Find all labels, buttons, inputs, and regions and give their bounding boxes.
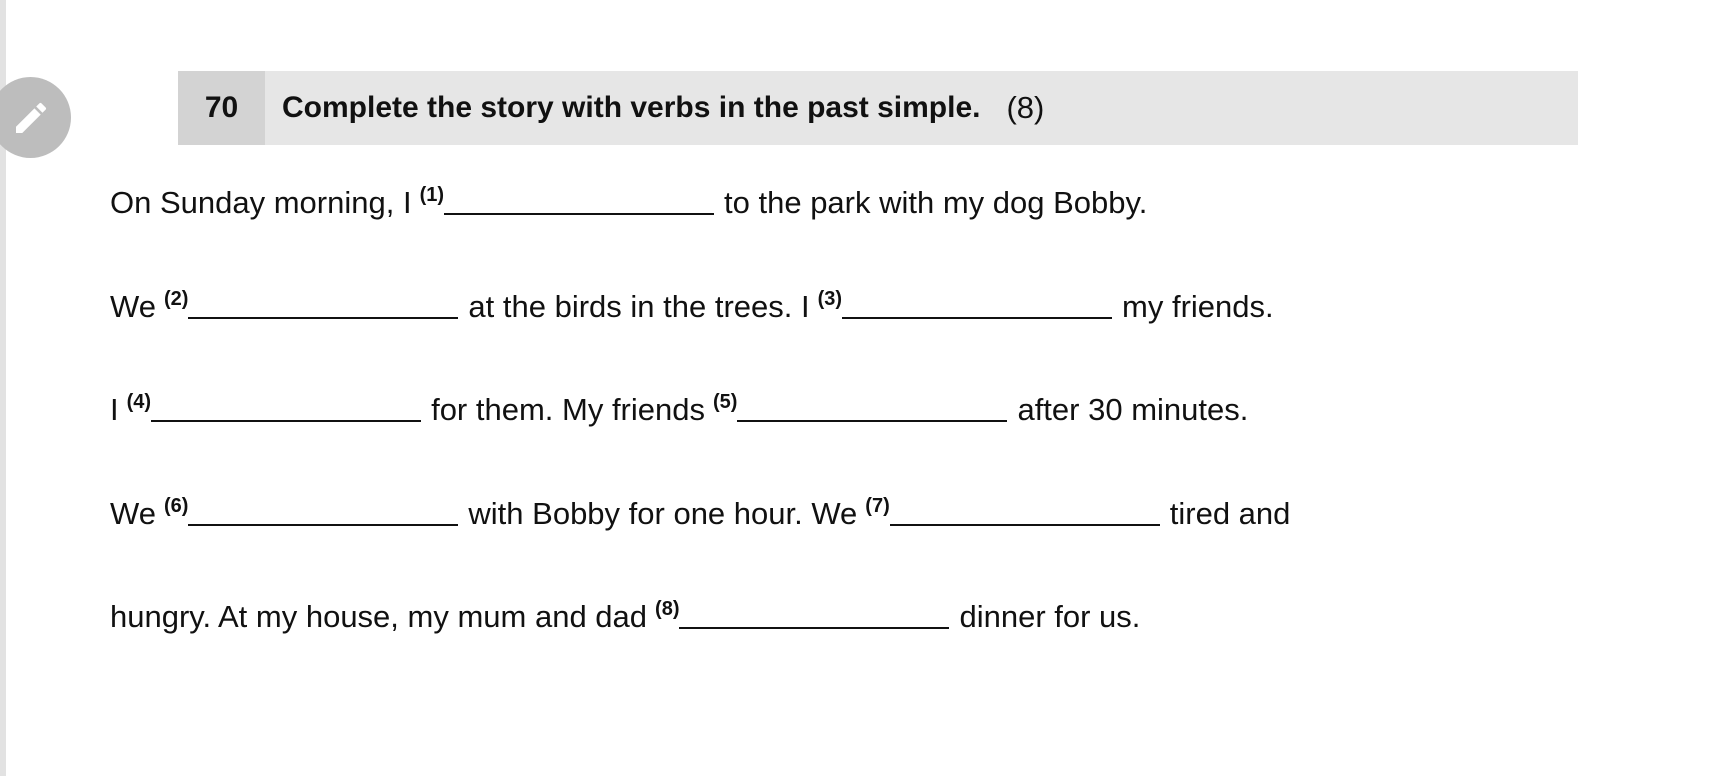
story-text: hungry. At my house, my mum and dad — [110, 599, 648, 634]
story-line-2 — [110, 287, 1274, 331]
story-text: to the park with my dog Bobby. — [724, 185, 1148, 220]
exercise-instruction: Complete the story with verbs in the past simple. — [282, 91, 981, 124]
answer-blank-1[interactable] — [444, 183, 714, 215]
answer-blank-7[interactable] — [890, 494, 1160, 526]
story-line-5 — [110, 597, 1140, 641]
blank-number: (4) — [126, 391, 152, 413]
story-text: for them. My friends — [431, 392, 705, 427]
answer-blank-4[interactable] — [151, 390, 421, 422]
edit-button[interactable] — [0, 77, 71, 158]
story-text: after 30 minutes. — [1017, 392, 1249, 427]
blank-number: (1) — [419, 184, 445, 206]
blank-number: (7) — [865, 495, 890, 517]
blank-number: (6) — [163, 495, 189, 517]
answer-blank-3[interactable] — [842, 287, 1112, 319]
answer-blank-8[interactable] — [679, 597, 949, 629]
story-text: On Sunday morning, I — [110, 185, 412, 220]
story-text: dinner for us. — [959, 599, 1141, 634]
story-text: tired and — [1169, 496, 1291, 531]
story-text: We — [110, 289, 156, 324]
story-text: at the birds in the trees. I — [468, 289, 810, 324]
exercise-header — [178, 71, 1578, 145]
exercise-number: 70 — [178, 71, 265, 145]
blank-number: (8) — [655, 598, 680, 620]
story-line-4 — [110, 494, 1290, 538]
blank-number: (2) — [163, 288, 189, 310]
blank-number: (5) — [713, 391, 738, 413]
story-line-1 — [110, 183, 1147, 227]
exercise-points: (8) — [1006, 90, 1045, 125]
answer-blank-2[interactable] — [188, 287, 458, 319]
story-text: I — [110, 392, 119, 427]
answer-blank-5[interactable] — [737, 390, 1007, 422]
story-text: with Bobby for one hour. We — [468, 496, 858, 531]
story-text: my friends. — [1122, 289, 1274, 324]
story-text: We — [110, 496, 156, 531]
blank-number: (3) — [817, 288, 843, 310]
answer-blank-6[interactable] — [188, 494, 458, 526]
story-line-3 — [110, 390, 1248, 434]
pencil-icon — [11, 98, 51, 138]
